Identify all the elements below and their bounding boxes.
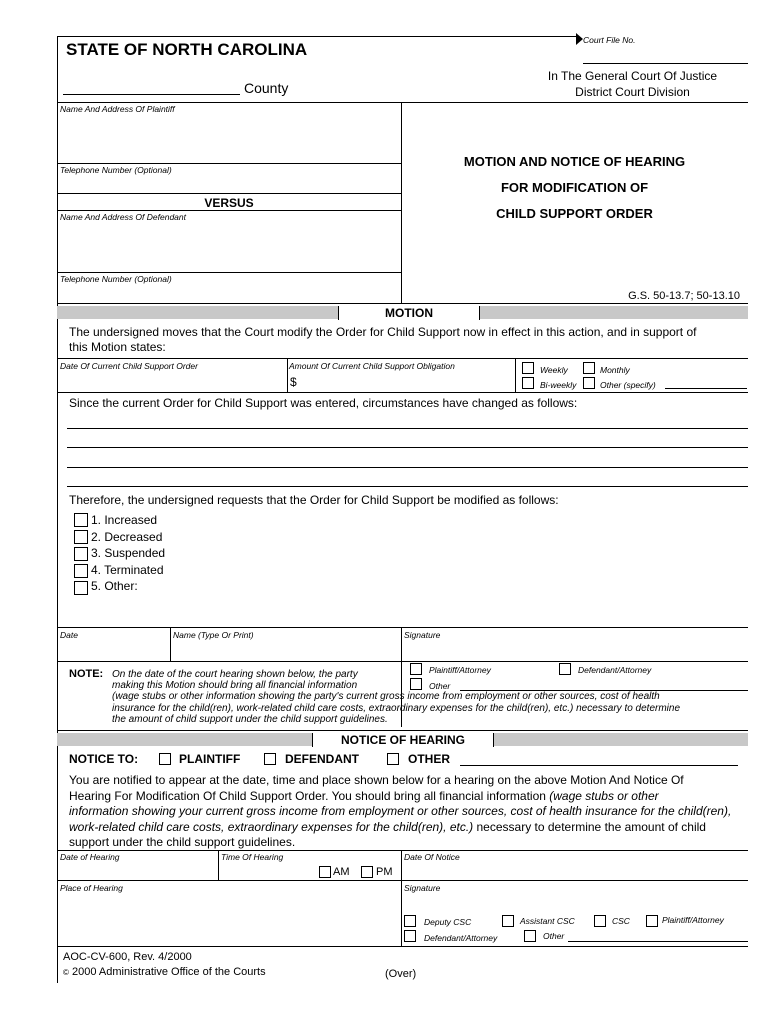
notice-heading: NOTICE OF HEARING — [312, 733, 494, 747]
hearing-row-divider-1 — [218, 850, 219, 880]
plaintiff-attorney-label: Plaintiff/Attorney — [662, 915, 724, 925]
defendant-field[interactable] — [60, 224, 398, 270]
notice-signature-label: Signature — [404, 883, 441, 893]
notice-other-checkbox[interactable] — [387, 753, 399, 765]
motion-intro-line-2: this Motion states: — [69, 340, 166, 354]
assistant-csc-checkbox[interactable] — [502, 915, 514, 927]
motion-date-label: Date — [60, 630, 78, 640]
role-other-checkbox[interactable] — [410, 678, 422, 690]
circumstances-line-1[interactable] — [67, 428, 748, 429]
county-field[interactable] — [63, 94, 240, 95]
parties-divider — [401, 102, 402, 303]
biweekly-checkbox[interactable] — [522, 377, 534, 389]
defendant-attorney-label: Defendant/Attorney — [424, 933, 498, 943]
date-of-hearing-field[interactable] — [60, 863, 215, 879]
notice-bottom-rule — [57, 946, 748, 947]
defendant-attorney-checkbox[interactable] — [404, 930, 416, 942]
request-text: Therefore, the undersigned requests that the Order for Child Support be modified as follows: — [69, 493, 559, 507]
plaintiff-phone-label: Telephone Number (Optional) — [60, 165, 172, 175]
biweekly-label: Bi-weekly — [540, 380, 577, 390]
court-file-number-field[interactable] — [583, 63, 748, 64]
notice-paragraph-line-5: support under the child support guidelines. — [69, 835, 296, 849]
order-row-divider-1 — [287, 358, 288, 392]
plaintiff-label: Name And Address Of Plaintiff — [60, 104, 175, 114]
title-line-2: FOR MODIFICATION OF — [500, 180, 649, 195]
weekly-checkbox[interactable] — [522, 362, 534, 374]
role-defendant-label: Defendant/Attorney — [578, 665, 652, 675]
other-frequency-label: Other (specify) — [600, 380, 656, 390]
role-defendant-checkbox[interactable] — [559, 663, 571, 675]
order-row-bottom-rule — [57, 392, 748, 393]
hearing-row-divider-2 — [401, 850, 402, 946]
current-order-date-field[interactable] — [60, 372, 284, 390]
place-of-hearing-field[interactable] — [60, 894, 398, 944]
copyright-symbol: © — [63, 968, 69, 977]
note-label: NOTE: — [69, 668, 104, 680]
state-title: STATE OF NORTH CAROLINA — [66, 40, 308, 59]
order-row-top-rule — [57, 358, 748, 359]
notice-signature-field[interactable] — [404, 894, 746, 910]
motion-name-label: Name (Type Or Print) — [173, 630, 254, 640]
date-of-hearing-label: Date of Hearing — [60, 852, 120, 862]
other-frequency-field[interactable] — [665, 388, 747, 389]
plaintiff-field[interactable] — [60, 116, 398, 162]
notice-other-label: OTHER — [408, 752, 450, 766]
pm-checkbox[interactable] — [361, 866, 373, 878]
current-amount-label: Amount Of Current Child Support Obligation — [289, 361, 455, 371]
circumstances-line-2[interactable] — [67, 447, 748, 448]
court-line-1: In The General Court Of Justice — [547, 69, 718, 83]
county-label: County — [244, 80, 289, 96]
note-line-1: On the date of the court hearing shown below, the party — [112, 669, 358, 680]
notice-role-other-field[interactable] — [568, 941, 748, 942]
option-increased-checkbox[interactable] — [74, 513, 88, 527]
time-of-hearing-field[interactable] — [221, 863, 316, 879]
parties-top-rule — [57, 102, 748, 103]
plaintiff-attorney-checkbox[interactable] — [646, 915, 658, 927]
defendant-phone-rule — [57, 272, 401, 273]
plaintiff-phone-rule — [57, 163, 401, 164]
motion-top-rule — [57, 303, 748, 304]
court-file-label: Court File No. — [583, 35, 636, 45]
notice-paragraph-line-2b: (wage stubs or other — [549, 789, 659, 803]
title-line-1: MOTION AND NOTICE OF HEARING — [463, 154, 686, 169]
copyright-text: 2000 Administrative Office of the Courts — [71, 966, 266, 978]
defendant-label: Name And Address Of Defendant — [60, 212, 186, 222]
signature-row-top-rule — [57, 627, 748, 628]
date-of-notice-label: Date Of Notice — [404, 852, 460, 862]
over-label: (Over) — [385, 968, 417, 980]
defendant-top-rule — [57, 210, 401, 211]
notice-paragraph-line-4b: necessary to determine the amount of child — [473, 820, 706, 834]
hearing-row-top-rule — [57, 850, 748, 851]
notice-other-field[interactable] — [460, 765, 738, 766]
defendant-phone-label: Telephone Number (Optional) — [60, 274, 172, 284]
am-checkbox[interactable] — [319, 866, 331, 878]
order-row-divider-2 — [515, 358, 516, 392]
deputy-csc-label: Deputy CSC — [424, 917, 472, 927]
copyright-line — [63, 966, 266, 978]
motion-heading: MOTION — [338, 306, 480, 320]
role-plaintiff-label: Plaintiff/Attorney — [429, 665, 491, 675]
plaintiff-bottom-rule — [57, 193, 401, 194]
monthly-checkbox[interactable] — [583, 362, 595, 374]
option-decreased-checkbox[interactable] — [74, 530, 88, 544]
notice-role-other-checkbox[interactable] — [524, 930, 536, 942]
weekly-label: Weekly — [540, 365, 568, 375]
signature-row-divider-1 — [170, 627, 171, 661]
deputy-csc-checkbox[interactable] — [404, 915, 416, 927]
option-suspended-checkbox[interactable] — [74, 547, 88, 561]
assistant-csc-label: Assistant CSC — [520, 916, 575, 926]
motion-heading-bar — [57, 306, 748, 319]
dollar-sign: $ — [290, 375, 297, 389]
title-line-3: CHILD SUPPORT ORDER — [496, 206, 653, 221]
notice-plaintiff-checkbox[interactable] — [159, 753, 171, 765]
role-plaintiff-checkbox[interactable] — [410, 663, 422, 675]
monthly-label: Monthly — [600, 365, 630, 375]
option-suspended-label: 3. Suspended — [91, 546, 166, 560]
current-order-date-label: Date Of Current Child Support Order — [60, 361, 198, 371]
am-label: AM — [333, 866, 350, 878]
notice-paragraph-line-4 — [69, 820, 706, 834]
role-other-label: Other — [429, 681, 451, 691]
notice-paragraph-line-3: information showing your current gross income from employment or other sources, cost of health insurance for the child(ren), — [69, 804, 732, 818]
date-of-notice-field[interactable] — [404, 863, 746, 879]
option-terminated-checkbox[interactable] — [74, 564, 88, 578]
option-terminated-label: 4. Terminated — [91, 563, 164, 577]
court-line-2: District Court Division — [575, 85, 690, 99]
note-line-2: making this Motion should bring all financial information — [112, 680, 358, 691]
notice-defendant-label: DEFENDANT — [285, 752, 359, 766]
versus-label: VERSUS — [204, 196, 254, 210]
form-top-border — [57, 36, 579, 37]
circumstances-line-4[interactable] — [67, 486, 748, 487]
notice-paragraph-line-2 — [69, 789, 659, 803]
current-amount-field[interactable] — [302, 372, 512, 390]
other-frequency-checkbox[interactable] — [583, 377, 595, 389]
motion-signature-label: Signature — [404, 630, 441, 640]
notice-paragraph-line-1: You are notified to appear at the date, time and place shown below for a hearing on the above Motion And Notice Of — [69, 773, 684, 787]
option-other-checkbox[interactable] — [74, 581, 88, 595]
note-line-5: the amount of child support under the child support guidelines. — [112, 714, 388, 725]
motion-name-field[interactable] — [173, 641, 398, 659]
form-id: AOC-CV-600, Rev. 4/2000 — [63, 951, 192, 963]
csc-label: CSC — [612, 916, 630, 926]
note-line-4: insurance for the child(ren), work-related child care costs, extraordinary expenses for the child(ren), etc.) necessary to determine — [112, 703, 681, 714]
notice-defendant-checkbox[interactable] — [264, 753, 276, 765]
notice-paragraph-line-2a: Hearing For Modification Of Child Support Order. You should bring all financial information — [69, 789, 550, 803]
court-file-arrow-icon — [576, 33, 583, 45]
statute-reference: G.S. 50-13.7; 50-13.10 — [628, 290, 740, 302]
notice-top-rule — [57, 730, 748, 731]
notice-heading-bar — [57, 733, 748, 746]
csc-checkbox[interactable] — [594, 915, 606, 927]
signature-row-bottom-rule — [57, 661, 748, 662]
motion-intro-line-1: The undersigned moves that the Court modify the Order for Child Support now in effect in this action, and in support of — [69, 325, 697, 339]
notice-paragraph-line-4a: work-related child care costs, extraordinary expenses for the child(ren), etc.) — [69, 820, 474, 834]
circumstances-line-3[interactable] — [67, 467, 748, 468]
form-left-border — [57, 36, 58, 983]
pm-label: PM — [376, 866, 393, 878]
option-other-label: 5. Other: — [91, 579, 138, 593]
option-increased-label: 1. Increased — [91, 513, 158, 527]
notice-to-label: NOTICE TO: — [69, 752, 139, 766]
motion-signature-field[interactable] — [404, 641, 746, 659]
option-decreased-label: 2. Decreased — [91, 530, 163, 544]
note-line-3: (wage stubs or other information showing the party's current gross income from employment or other sources, cost of health — [112, 691, 660, 702]
notice-role-other-label: Other — [543, 931, 565, 941]
notice-plaintiff-label: PLAINTIFF — [179, 752, 241, 766]
hearing-row-bottom-rule — [57, 880, 748, 881]
time-of-hearing-label: Time Of Hearing — [221, 852, 284, 862]
motion-date-field[interactable] — [60, 641, 167, 659]
place-of-hearing-label: Place of Hearing — [60, 883, 123, 893]
circumstances-text: Since the current Order for Child Support was entered, circumstances have changed as follows: — [69, 396, 578, 410]
